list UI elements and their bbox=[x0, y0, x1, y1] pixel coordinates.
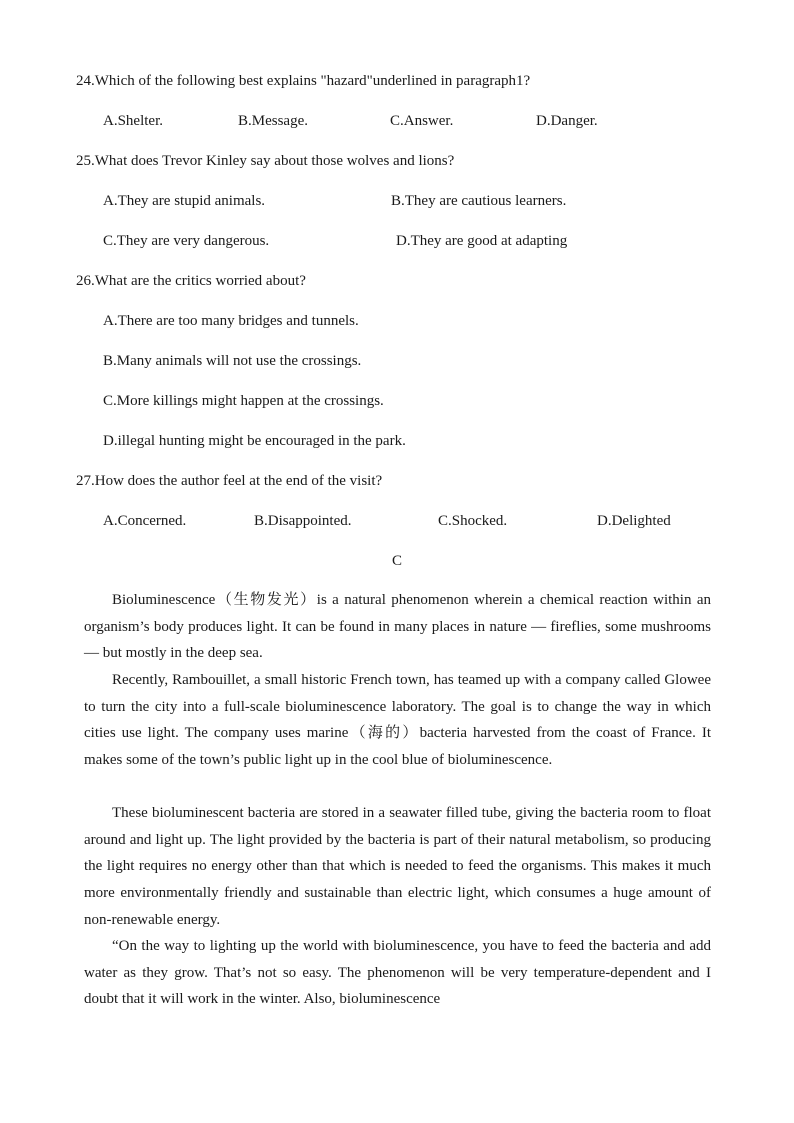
q24-option-d: D.Danger. bbox=[536, 113, 598, 129]
question-25-options-row2 bbox=[0, 232, 794, 250]
q27-option-a: A.Concerned. bbox=[103, 513, 187, 529]
q27-option-d: D.Delighted bbox=[597, 513, 671, 529]
q27-option-b: B.Disappointed. bbox=[254, 513, 352, 529]
passage-paragraph-2: Recently, Rambouillet, a small historic French town, has teamed up with a company called Glowee to turn the city into a full-scale bioluminescence laboratory. The goal is to change the way in which cities use light. The company uses marine（海的）bacteria harvested from the coast of France. It makes some of the town’s public light up in the cool blue of bioluminescence. bbox=[84, 672, 711, 769]
q27-option-c: C.Shocked. bbox=[438, 513, 508, 529]
question-26-stem: 26.What are the critics worried about? bbox=[76, 273, 306, 289]
q25-option-a: A.They are stupid animals. bbox=[103, 193, 266, 209]
question-24-options bbox=[0, 112, 794, 130]
q25-option-c: C.They are very dangerous. bbox=[103, 233, 270, 249]
question-24-stem: 24.Which of the following best explains "hazard"underlined in paragraph1? bbox=[76, 73, 531, 89]
question-27-stem: 27.How does the author feel at the end of the visit? bbox=[76, 473, 383, 489]
q26-option-b: B.Many animals will not use the crossings. bbox=[103, 353, 362, 369]
section-label: C bbox=[391, 553, 402, 569]
q26-option-d: D.illegal hunting might be encouraged in the park. bbox=[103, 433, 406, 449]
q24-option-b: B.Message. bbox=[238, 113, 308, 129]
q24-option-a: A.Shelter. bbox=[103, 113, 163, 129]
question-25-options-row1 bbox=[0, 192, 794, 210]
question-25-stem: 25.What does Trevor Kinley say about those wolves and lions? bbox=[76, 153, 455, 169]
q26-option-c: C.More killings might happen at the crossings. bbox=[103, 393, 384, 409]
q24-option-c: C.Answer. bbox=[390, 113, 454, 129]
question-27-options bbox=[0, 512, 794, 530]
passage-paragraph-4: “On the way to lighting up the world with bioluminescence, you have to feed the bacteria and add water as they grow. That’s not so easy. The phenomenon will be very temperature-dependent and I doubt that it will work in the winter. Also, bioluminescence bbox=[84, 938, 711, 1008]
passage-paragraph-3: These bioluminescent bacteria are stored in a seawater filled tube, giving the bacteria room to float around and light up. The light provided by the bacteria is part of their natural metabolism, so producing the light requires no energy other than that which is needed to feed the organisms. This makes it much more environmentally friendly and sustainable than electric light, which consumes a huge amount of non-renewable energy. bbox=[84, 805, 711, 928]
passage-paragraph-1: Bioluminescence（生物发光）is a natural phenomenon wherein a chemical reaction within an organism’s body produces light. It can be found in many places in nature — fireflies, some mushrooms — but mostly in the deep sea. bbox=[84, 592, 711, 662]
q26-option-a: A.There are too many bridges and tunnels. bbox=[103, 313, 359, 329]
q25-option-b: B.They are cautious learners. bbox=[391, 193, 567, 209]
q25-option-d: D.They are good at adapting bbox=[396, 233, 568, 249]
